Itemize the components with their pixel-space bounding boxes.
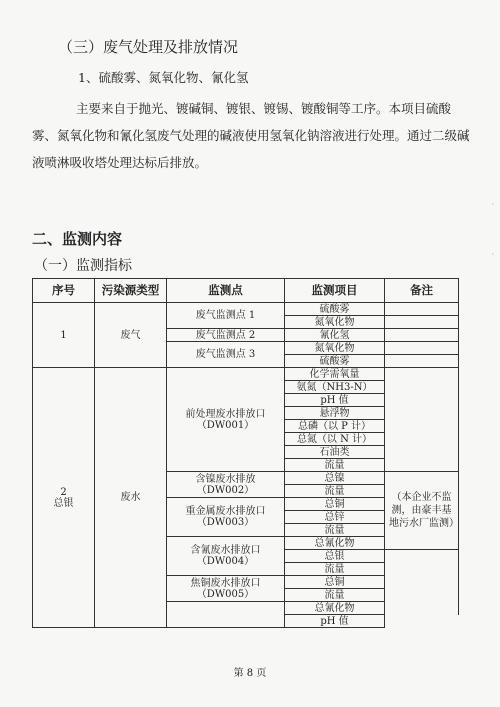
monitor-item: 石油类 [285, 446, 385, 459]
note-cell [385, 303, 459, 316]
point-name: 含氰废水排放口 [190, 545, 261, 556]
note-cell [385, 355, 459, 368]
monitor-item: 总氰化物 [285, 602, 385, 615]
monitor-point [167, 472, 285, 498]
monitoring-heading: 二、监测内容 [32, 230, 123, 248]
header-point: 监测点 [167, 279, 285, 303]
page-number: 第 8 页 [233, 668, 267, 679]
monitoring-table [32, 278, 459, 628]
row-no-water-line1: 2 [60, 486, 67, 498]
monitor-item: 总氰化物 [285, 537, 385, 550]
point-name: 前处理废水排放口 [185, 408, 266, 420]
monitor-item: pH 值 [285, 394, 385, 407]
section-heading: （三）废气处理及排放情况 [58, 38, 239, 56]
scan-mark: · [491, 250, 494, 259]
monitor-item: 流量 [285, 459, 385, 472]
scan-mark: · [491, 200, 494, 209]
monitor-point [167, 368, 285, 472]
monitor-item: 硫酸雾 [285, 355, 385, 368]
monitor-item: 氮氧化物 [285, 342, 385, 355]
source-type-water: 废水 [95, 368, 167, 628]
monitor-item: 氮氧化物 [285, 316, 385, 329]
header-note: 备注 [385, 279, 459, 303]
monitor-item: 总氮（以 N 计） [285, 433, 385, 446]
source-type-gas: 废气 [95, 303, 167, 368]
header-item: 监测项目 [285, 279, 385, 303]
point-name: 重金属废水排放口 [185, 506, 266, 517]
header-no: 序号 [33, 279, 95, 303]
monitor-item: 化学需氧量 [285, 368, 385, 381]
monitor-item: 总铜 [285, 576, 385, 589]
point-code: （DW001） [196, 419, 255, 431]
monitor-item: 流量 [285, 563, 385, 576]
monitor-point: 废气监测点 1 [167, 303, 285, 329]
monitor-item: 氰化氢 [285, 329, 385, 342]
monitor-point: 废气监测点 2 [167, 329, 285, 342]
monitor-item: 总银 [285, 550, 385, 563]
monitor-item: 总锌 [285, 511, 385, 524]
monitor-item: 硫酸雾 [285, 303, 385, 316]
row-no-gas: 1 [33, 303, 95, 368]
point-name: 含镍废水排放 [195, 473, 256, 485]
monitor-point [167, 498, 285, 537]
point-code: （DW002） [196, 484, 255, 496]
body-paragraph: 主要来自于抛光、镀碱铜、镀银、镀锡、镀酸铜等工序。本项目硫酸雾、氮氧化物和氰化氢废气处理的碱液使用氢氧化钠溶液进行处理。通过二级碱液喷淋吸收塔处理达标后排放。 [32, 101, 470, 170]
monitor-item: 总铜 [285, 498, 385, 511]
note-cell-remark: （本企业不监测，由豪丰基地污水厂监测） [385, 472, 459, 550]
monitor-point: 废气监测点 3 [167, 342, 285, 368]
subsection-heading: 1、硫酸雾、氮氧化物、氰化氢 [78, 70, 249, 85]
point-code: （DW005） [196, 588, 255, 600]
monitor-point [167, 602, 285, 628]
note-cell [385, 368, 459, 472]
table-row [33, 368, 459, 381]
monitor-item: pH 值 [285, 615, 385, 628]
header-source-type: 污染源类型 [95, 279, 167, 303]
point-name: 焦铜废水排放口 [190, 577, 261, 589]
note-cell [385, 342, 459, 355]
point-code: （DW003） [196, 517, 255, 528]
monitor-point [167, 576, 285, 602]
monitoring-subheading: （一）监测指标 [34, 258, 132, 274]
row-no-water-line2: 总银 [53, 497, 74, 509]
row-no-water [33, 368, 95, 628]
monitor-item: 流量 [285, 485, 385, 498]
monitor-item: 总镍 [285, 472, 385, 485]
monitor-item: 流量 [285, 524, 385, 537]
monitor-item: 总磷（以 P 计） [285, 420, 385, 433]
monitor-point [167, 537, 285, 576]
note-cell [385, 316, 459, 329]
note-cell [385, 329, 459, 342]
point-code: （DW004） [196, 556, 255, 567]
table-header-row [33, 279, 459, 303]
monitor-item: 悬浮物 [285, 407, 385, 420]
monitor-item: 氨氮（NH3-N） [285, 381, 385, 394]
table-row [33, 303, 459, 316]
monitor-item: 流量 [285, 589, 385, 602]
